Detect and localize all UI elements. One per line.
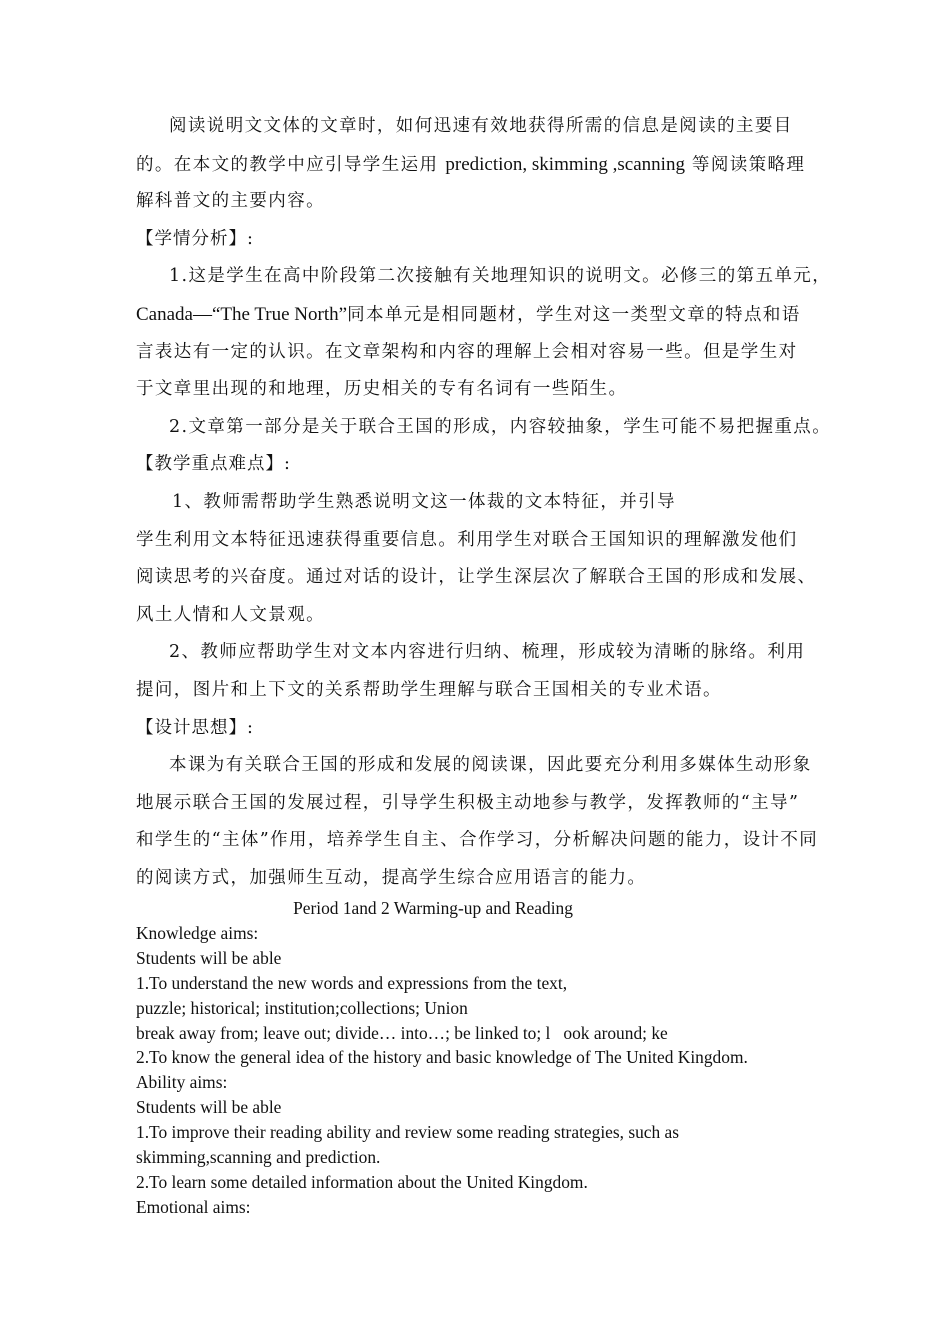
focus-heading: 【教学重点难点】: xyxy=(136,454,291,475)
situation-p1-line-2-text: 同本单元是相同题材，学生对这一类型文章的特点和语 xyxy=(347,304,801,325)
situation-heading: 【学情分析】: xyxy=(136,228,254,249)
situation-p1-line-2-canada: Canada—“The True North” xyxy=(136,303,348,325)
situation-p1-line-4: 于文章里出现的和地理，历史相关的专有名词有一些陌生。 xyxy=(136,379,628,400)
focus-p1-line-1: 1、教师需帮助学生熟悉说明文这一体裁的文本特征，并引导 xyxy=(172,491,676,512)
focus-p1-line-4: 风土人情和人文景观。 xyxy=(136,604,325,625)
situation-p1-line-1: 1.这是学生在高中阶段第二次接触有关地理知识的说明文。必修三的第五单元， xyxy=(169,266,832,287)
intro-line-2-strategies: prediction, skimming ,scanning xyxy=(445,153,685,175)
design-line-4: 的阅读方式，加强师生互动，提高学生综合应用语言的能力。 xyxy=(136,867,647,888)
situation-p1-line-3: 言表达有一定的认识。在文章架构和内容的理解上会相对容易一些。但是学生对 xyxy=(136,341,798,362)
aims-line: Students will be able xyxy=(136,947,282,968)
intro-line-3: 解科普文的主要内容。 xyxy=(136,191,325,212)
aims-line: 2.To learn some detailed information about the United Kingdom. xyxy=(136,1171,588,1192)
intro-line-2-text-b: 等阅读策略理 xyxy=(684,154,806,175)
design-heading: 【设计思想】: xyxy=(136,717,254,738)
focus-p1-line-2: 学生利用文本特征迅速获得重要信息。利用学生对联合王国知识的理解激发他们 xyxy=(136,529,798,550)
aims-line: 1.To understand the new words and expressions from the text, xyxy=(136,972,568,993)
aims-line: puzzle; historical; institution;collections; Union xyxy=(136,997,468,1018)
aims-line: 2.To know the general idea of the history and basic knowledge of The United Kingdom. xyxy=(136,1047,748,1068)
design-line-2: 地展示联合王国的发展过程，引导学生积极主动地参与教学，发挥教师的“主导” xyxy=(136,792,800,813)
situation-p2-line-1: 2.文章第一部分是关于联合王国的形成，内容较抽象，学生可能不易把握重点。 xyxy=(169,416,832,437)
focus-p2-line-2: 提问，图片和上下文的关系帮助学生理解与联合王国相关的专业术语。 xyxy=(136,679,722,700)
aims-block xyxy=(136,921,836,1220)
focus-p1-line-3: 阅读思考的兴奋度。通过对话的设计，让学生深层次了解联合王国的形成和发展、 xyxy=(136,567,817,588)
aims-line: break away from; leave out; divide… into…; be linked to; l ook around; ke xyxy=(136,1022,668,1043)
aims-line: skimming,scanning and prediction. xyxy=(136,1147,381,1168)
aims-line: 1.To improve their reading ability and review some reading strategies, such as xyxy=(136,1122,680,1143)
intro-line-2-text-a: 的。在本文的教学中应引导学生运用 xyxy=(136,154,446,175)
knowledge-aims-heading: Knowledge aims: xyxy=(136,923,259,943)
aims-line: Students will be able xyxy=(136,1097,282,1118)
design-line-1: 本课为有关联合王国的形成和发展的阅读课，因此要充分利用多媒体生动形象 xyxy=(169,755,812,776)
intro-paragraph xyxy=(136,108,832,897)
ability-aims-heading: Ability aims: xyxy=(136,1072,228,1093)
emotional-aims-heading: Emotional aims: xyxy=(136,1196,251,1217)
intro-line-1: 阅读说明文文体的文章时，如何迅速有效地获得所需的信息是阅读的主要目 xyxy=(169,116,793,136)
situation-p1-line-2 xyxy=(136,296,826,334)
design-line-3: 和学生的“主体”作用，培养学生自主、合作学习，分析解决问题的能力，设计不同 xyxy=(136,830,819,851)
intro-line-2 xyxy=(136,146,826,184)
period-title: Period 1and 2 Warming-up and Reading xyxy=(293,898,573,918)
focus-p2-line-1: 2、教师应帮助学生对文本内容进行归纳、梳理，形成较为清晰的脉络。利用 xyxy=(169,642,806,663)
